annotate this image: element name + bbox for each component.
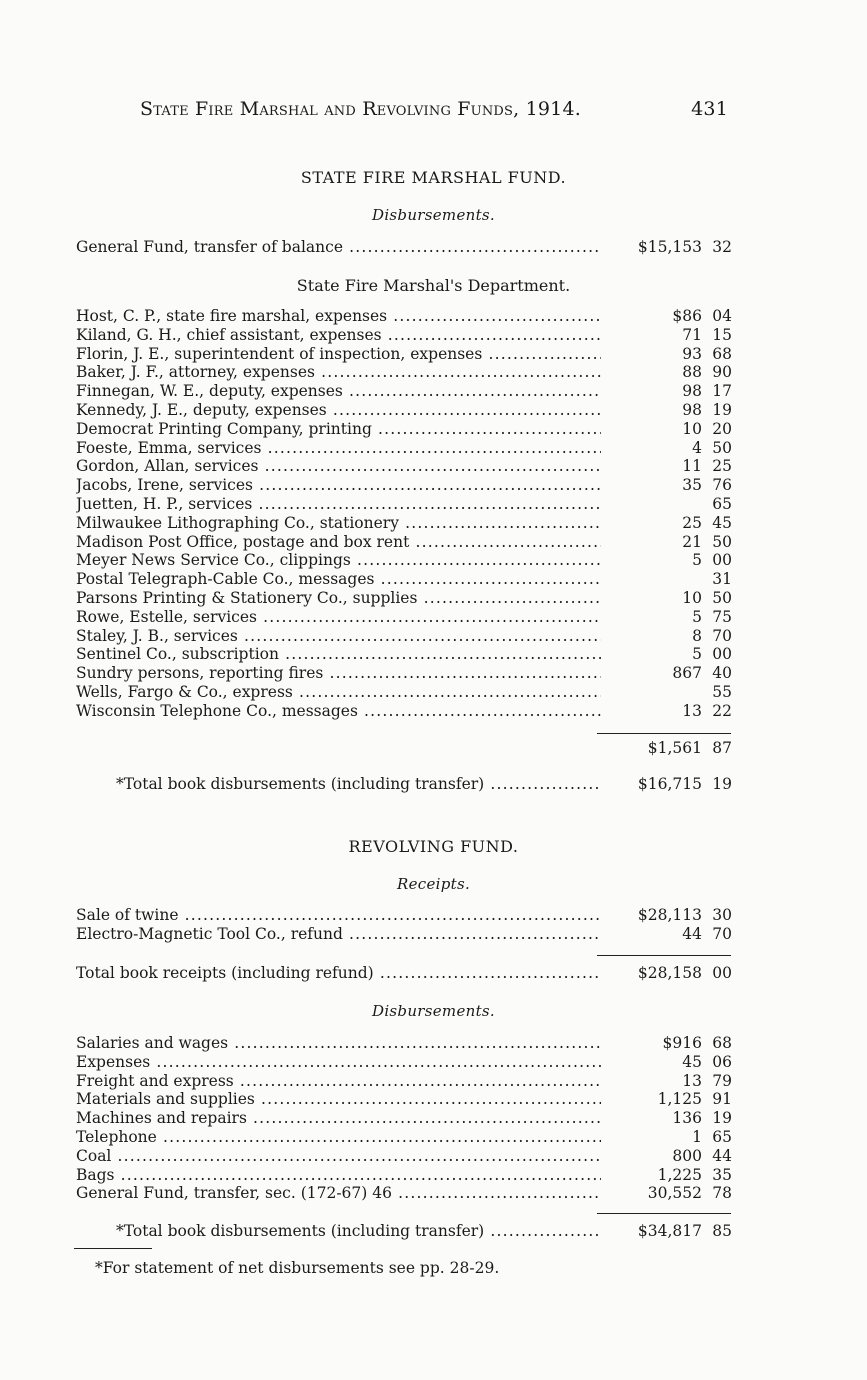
receipts-total-label: Total book receipts (including refund) ..... <box>76 964 601 983</box>
row-dollars: 867 <box>672 664 702 683</box>
running-head <box>140 98 740 120</box>
department-heading: State Fire Marshal's Department. <box>296 276 571 295</box>
revolving-total-cents: 85 <box>712 1222 732 1240</box>
row-dollars: $28,113 <box>637 906 702 924</box>
row-dollars: 21 <box>682 532 702 551</box>
transfer-cents: 32 <box>712 238 732 256</box>
table-row <box>76 345 732 364</box>
row-cents: 04 <box>712 307 732 325</box>
row-dollars: 5 <box>692 645 702 664</box>
row-label: Meyer News Service Co., clippings ..... <box>76 551 601 570</box>
row-cents: 68 <box>712 1034 732 1052</box>
table-row <box>76 925 732 944</box>
fire-marshal-disbursements-heading: Disbursements. <box>372 206 495 224</box>
row-cents: 22 <box>712 701 732 720</box>
subtotal-dollars: $1,561 <box>647 739 702 757</box>
row-cents: 31 <box>712 570 732 589</box>
table-row <box>76 683 732 702</box>
row-dollars: 800 <box>672 1146 702 1165</box>
row-dollars: 1,125 <box>657 1090 702 1109</box>
row-cents: 70 <box>712 626 732 645</box>
subtotal-rule <box>597 733 731 734</box>
row-label: Expenses ..... <box>76 1053 601 1072</box>
table-row <box>76 702 732 721</box>
row-dollars: 136 <box>672 1109 702 1128</box>
row-cents: 06 <box>712 1052 732 1071</box>
table-row <box>76 401 732 420</box>
row-label: Coal ..... <box>76 1147 601 1166</box>
table-row <box>76 589 732 608</box>
table-row <box>76 420 732 439</box>
revolving-total-dollars: $34,817 <box>637 1222 702 1240</box>
row-cents: 35 <box>712 1165 732 1184</box>
table-row <box>76 1184 732 1203</box>
row-cents: 19 <box>712 1109 732 1128</box>
receipts-rule <box>597 955 731 956</box>
row-dollars: 1,225 <box>657 1165 702 1184</box>
table-row <box>76 608 732 627</box>
row-label: Sale of twine ..... <box>76 906 601 925</box>
row-label: Wisconsin Telephone Co., messages ..... <box>76 702 601 721</box>
row-label: Rowe, Estelle, services ..... <box>76 608 601 627</box>
row-dollars: $916 <box>662 1034 702 1052</box>
row-cents: 20 <box>712 419 732 438</box>
table-row <box>76 551 732 570</box>
fire-marshal-subtotal-row <box>76 739 732 758</box>
row-dollars: 11 <box>682 457 702 476</box>
row-label: Madison Post Office, postage and box rent ..... <box>76 533 601 552</box>
row-dollars: 13 <box>682 1071 702 1090</box>
row-dollars: 5 <box>692 607 702 626</box>
row-label: General Fund, transfer, sec. (172-67) 46 ..... <box>76 1184 601 1203</box>
row-label: Staley, J. B., services ..... <box>76 627 601 646</box>
table-row <box>76 1053 732 1072</box>
table-row <box>76 382 732 401</box>
table-row <box>76 1072 732 1091</box>
table-row <box>76 495 732 514</box>
table-row <box>76 1034 732 1053</box>
revolving-total-label: *Total book disbursements (including transfer) ..... <box>116 1222 601 1241</box>
receipts-heading: Receipts. <box>396 875 471 893</box>
fire-marshal-total-label: *Total book disbursements (including transfer) ..... <box>116 775 601 794</box>
row-dollars: 30,552 <box>647 1184 702 1203</box>
disbursements-rule <box>597 1213 731 1214</box>
table-row <box>76 476 732 495</box>
revolving-disbursements-heading: Disbursements. <box>372 1002 495 1020</box>
table-row <box>76 307 732 326</box>
row-dollars: 25 <box>682 513 702 532</box>
row-cents: 70 <box>712 925 732 943</box>
row-cents: 79 <box>712 1071 732 1090</box>
row-dollars: 44 <box>682 925 702 943</box>
row-dollars: 71 <box>682 325 702 344</box>
transfer-dollars: $15,153 <box>637 238 702 256</box>
row-dollars: 1 <box>692 1128 702 1146</box>
transfer-label: General Fund, transfer of balance ..... <box>76 238 601 257</box>
table-row <box>76 326 732 345</box>
row-cents: 25 <box>712 457 732 476</box>
table-row <box>76 1109 732 1128</box>
row-label: Wells, Fargo & Co., express ..... <box>76 683 601 702</box>
revolving-total-row <box>76 1222 732 1241</box>
row-dollars: 10 <box>682 419 702 438</box>
row-cents: 75 <box>712 607 732 626</box>
row-label: Finnegan, W. E., deputy, expenses ..... <box>76 382 601 401</box>
row-label: Machines and repairs ..... <box>76 1109 601 1128</box>
row-cents: 30 <box>712 906 732 924</box>
row-label: Bags ..... <box>76 1166 601 1185</box>
row-label: Telephone ..... <box>76 1128 601 1147</box>
row-label: Kiland, G. H., chief assistant, expenses ..... <box>76 326 601 345</box>
row-label: Freight and express ..... <box>76 1072 601 1091</box>
table-row <box>76 627 732 646</box>
row-dollars: 35 <box>682 476 702 495</box>
row-label: Milwaukee Lithographing Co., stationery ..... <box>76 514 601 533</box>
row-label: Baker, J. F., attorney, expenses ..... <box>76 363 601 382</box>
transfer-row <box>76 238 732 257</box>
row-dollars: $86 <box>672 307 702 325</box>
receipts-total-row <box>76 964 732 983</box>
row-label: Sentinel Co., subscription ..... <box>76 645 601 664</box>
row-label: Sundry persons, reporting fires ..... <box>76 664 601 683</box>
row-dollars: 88 <box>682 363 702 382</box>
row-label: Jacobs, Irene, services ..... <box>76 476 601 495</box>
row-cents: 45 <box>712 513 732 532</box>
receipts-total-cents: 00 <box>712 964 732 982</box>
table-row <box>76 906 732 925</box>
fire-marshal-fund-heading: STATE FIRE MARSHAL FUND. <box>300 168 567 187</box>
row-label: Kennedy, J. E., deputy, expenses ..... <box>76 401 601 420</box>
row-label: Florin, J. E., superintendent of inspection, expenses ..... <box>76 345 601 364</box>
row-cents: 68 <box>712 344 732 363</box>
footnote-rule <box>74 1248 152 1249</box>
row-label: Postal Telegraph-Cable Co., messages ..... <box>76 570 601 589</box>
table-row <box>76 457 732 476</box>
row-cents: 00 <box>712 645 732 664</box>
row-cents: 78 <box>712 1184 732 1203</box>
subtotal-cents: 87 <box>712 739 732 757</box>
table-row <box>76 570 732 589</box>
row-cents: 76 <box>712 476 732 495</box>
row-cents: 19 <box>712 401 732 419</box>
row-dollars: 45 <box>682 1052 702 1071</box>
row-cents: 44 <box>712 1146 732 1165</box>
row-label: Parsons Printing & Stationery Co., supplies ..... <box>76 589 601 608</box>
table-row <box>76 645 732 664</box>
fire-marshal-total-dollars: $16,715 <box>637 775 702 793</box>
row-label: Materials and supplies ..... <box>76 1090 601 1109</box>
row-label: Gordon, Allan, services ..... <box>76 457 601 476</box>
row-cents: 00 <box>712 551 732 570</box>
row-dollars: 13 <box>682 701 702 720</box>
row-cents: 55 <box>712 683 732 701</box>
table-row <box>76 514 732 533</box>
row-cents: 40 <box>712 664 732 683</box>
row-label: Democrat Printing Company, printing ..... <box>76 420 601 439</box>
row-cents: 65 <box>712 1128 732 1146</box>
row-cents: 50 <box>712 589 732 607</box>
page-number: 431 <box>691 98 728 120</box>
revolving-fund-heading: REVOLVING FUND. <box>348 837 519 856</box>
row-dollars: 98 <box>682 401 702 419</box>
row-cents: 50 <box>712 532 732 551</box>
table-row <box>76 439 732 458</box>
table-row <box>76 1166 732 1185</box>
row-dollars: 5 <box>692 551 702 570</box>
table-row <box>76 1090 732 1109</box>
table-row <box>76 363 732 382</box>
row-dollars: 8 <box>692 626 702 645</box>
table-row <box>76 1147 732 1166</box>
receipts-total-dollars: $28,158 <box>637 964 702 982</box>
row-cents: 65 <box>712 495 732 513</box>
row-label: Electro-Magnetic Tool Co., refund ..... <box>76 925 601 944</box>
page-title: State Fire Marshal and Revolving Funds, 1914. <box>140 98 581 120</box>
table-row <box>76 664 732 683</box>
row-cents: 91 <box>712 1090 732 1109</box>
row-cents: 15 <box>712 325 732 344</box>
row-label: Salaries and wages ..... <box>76 1034 601 1053</box>
row-cents: 17 <box>712 382 732 401</box>
row-dollars: 98 <box>682 382 702 401</box>
row-cents: 50 <box>712 438 732 457</box>
row-label: Foeste, Emma, services ..... <box>76 439 601 458</box>
row-dollars: 10 <box>682 589 702 607</box>
fire-marshal-total-row <box>76 775 732 794</box>
row-label: Host, C. P., state fire marshal, expenses ..... <box>76 307 601 326</box>
row-cents: 90 <box>712 363 732 382</box>
table-row <box>76 1128 732 1147</box>
row-dollars: 4 <box>692 438 702 457</box>
footnote: *For statement of net disbursements see pp. 28-29. <box>95 1259 500 1277</box>
row-dollars: 93 <box>682 344 702 363</box>
row-label: Juetten, H. P., services ..... <box>76 495 601 514</box>
table-row <box>76 533 732 552</box>
fire-marshal-total-cents: 19 <box>712 775 732 793</box>
